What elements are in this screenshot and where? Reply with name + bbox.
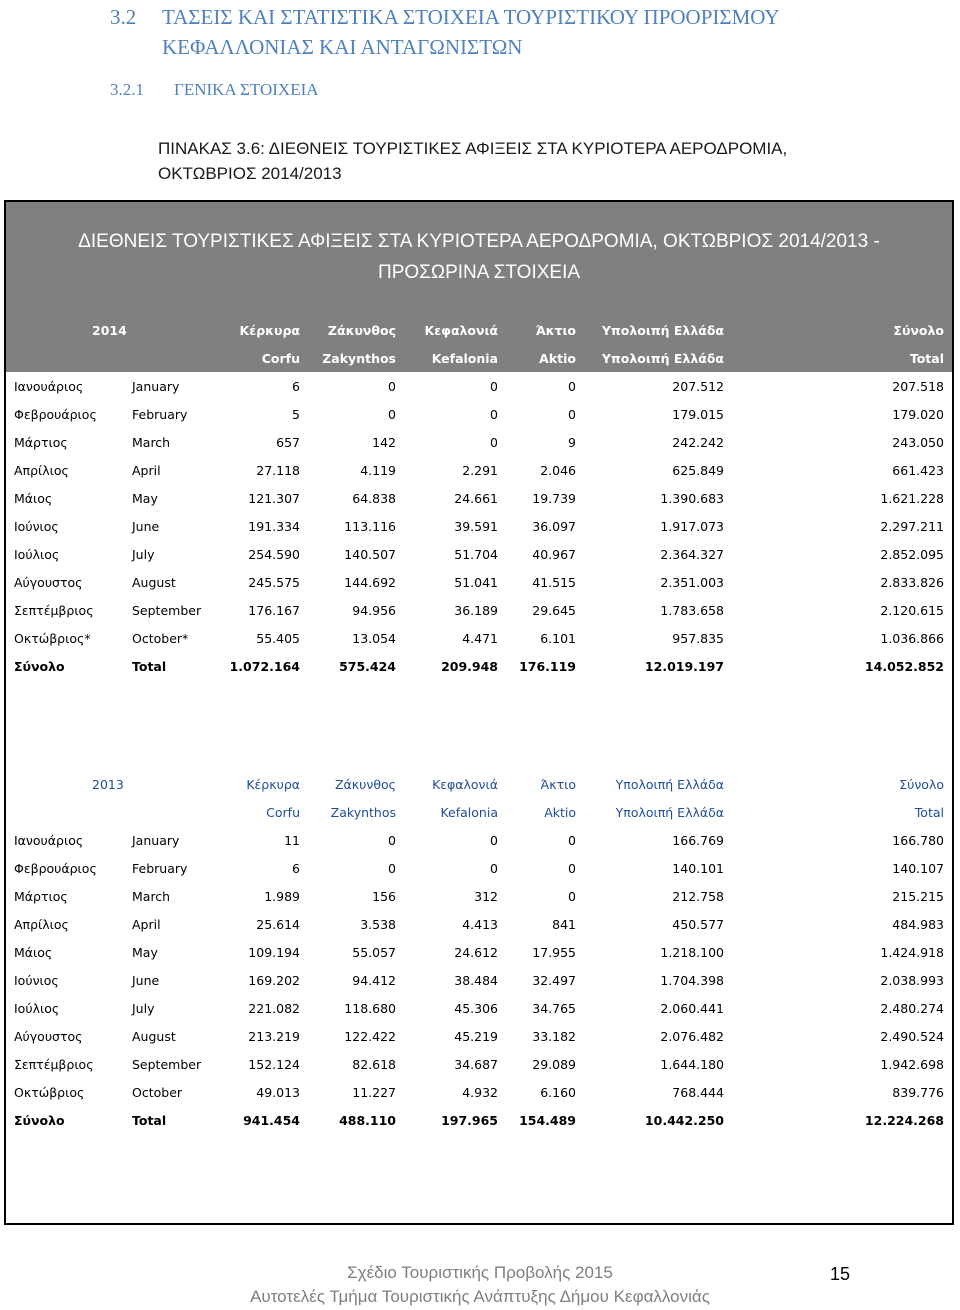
kefalonia-cell: 0 bbox=[490, 435, 498, 450]
year-label: 2014 bbox=[92, 323, 127, 338]
column-header: Total bbox=[909, 351, 944, 366]
table-2014 bbox=[6, 316, 952, 680]
month-gr: Ιούνιος bbox=[14, 519, 59, 534]
section-heading bbox=[110, 2, 890, 62]
month-en: January bbox=[132, 833, 180, 848]
rest-of-greece-cell: 2.364.327 bbox=[660, 547, 724, 562]
kefalonia-cell: 0 bbox=[490, 861, 498, 876]
table-row bbox=[6, 938, 952, 966]
table-row bbox=[6, 624, 952, 652]
table-row bbox=[6, 456, 952, 484]
kefalonia-cell: 24.612 bbox=[454, 945, 498, 960]
rest-of-greece-cell: 140.101 bbox=[672, 861, 724, 876]
aktio-cell: 0 bbox=[568, 889, 576, 904]
zakynthos-cell: 140.507 bbox=[344, 547, 396, 562]
table-frame bbox=[4, 200, 954, 1225]
table-body bbox=[6, 826, 952, 1106]
kefalonia-cell: 24.661 bbox=[454, 491, 498, 506]
month-en: April bbox=[132, 917, 161, 932]
month-en: April bbox=[132, 463, 161, 478]
month-en: August bbox=[132, 575, 176, 590]
month-en: June bbox=[132, 973, 160, 988]
zakynthos-cell: 488.110 bbox=[339, 1113, 396, 1128]
table-caption bbox=[158, 136, 878, 186]
corfu-cell: 221.082 bbox=[248, 1001, 300, 1016]
column-header: Σύνολο bbox=[893, 323, 944, 338]
rest-of-greece-cell: 166.769 bbox=[672, 833, 724, 848]
month-gr: Φεβρουάριος bbox=[14, 407, 97, 422]
month-gr: Οκτώβριος bbox=[14, 1085, 85, 1100]
column-header: Zakynthos bbox=[322, 351, 396, 366]
table-header-row-gr bbox=[6, 770, 952, 798]
corfu-cell: 109.194 bbox=[248, 945, 300, 960]
rest-of-greece-cell: 1.390.683 bbox=[660, 491, 724, 506]
zakynthos-cell: 575.424 bbox=[339, 659, 396, 674]
table-row bbox=[6, 854, 952, 882]
column-header: Corfu bbox=[266, 805, 300, 820]
month-gr: Ιούλιος bbox=[14, 547, 60, 562]
column-header: Υπολοιπή Ελλάδα bbox=[615, 805, 724, 820]
section-number: 3.2 bbox=[110, 5, 137, 29]
subsection-number: 3.2.1 bbox=[110, 80, 144, 99]
corfu-cell: 1.989 bbox=[264, 889, 300, 904]
zakynthos-cell: 82.618 bbox=[352, 1057, 396, 1072]
rest-of-greece-cell: 207.512 bbox=[672, 379, 724, 394]
aktio-cell: 0 bbox=[568, 861, 576, 876]
aktio-cell: 176.119 bbox=[519, 659, 576, 674]
month-en: September bbox=[132, 1057, 202, 1072]
table-row bbox=[6, 882, 952, 910]
column-header: Aktio bbox=[544, 805, 576, 820]
kefalonia-cell: 4.471 bbox=[462, 631, 498, 646]
aktio-cell: 6.101 bbox=[540, 631, 576, 646]
kefalonia-cell: 38.484 bbox=[454, 973, 498, 988]
table-row bbox=[6, 966, 952, 994]
month-gr: Ιούνιος bbox=[14, 973, 59, 988]
aktio-cell: 32.497 bbox=[532, 973, 576, 988]
aktio-cell: 34.765 bbox=[532, 1001, 576, 1016]
kefalonia-cell: 2.291 bbox=[462, 463, 498, 478]
table-row bbox=[6, 596, 952, 624]
zakynthos-cell: 13.054 bbox=[352, 631, 396, 646]
month-en: January bbox=[132, 379, 180, 394]
total-cell: 484.983 bbox=[892, 917, 944, 932]
total-cell: 14.052.852 bbox=[864, 659, 944, 674]
table-row bbox=[6, 1022, 952, 1050]
kefalonia-cell: 0 bbox=[490, 833, 498, 848]
rest-of-greece-cell: 1.704.398 bbox=[660, 973, 724, 988]
month-gr: Σεπτέμβριος bbox=[14, 603, 94, 618]
column-header: Κέρκυρα bbox=[246, 777, 300, 792]
corfu-cell: 213.219 bbox=[248, 1029, 300, 1044]
total-cell: 2.490.524 bbox=[880, 1029, 944, 1044]
rest-of-greece-cell: 179.015 bbox=[672, 407, 724, 422]
aktio-cell: 33.182 bbox=[532, 1029, 576, 1044]
column-header: Kefalonia bbox=[431, 351, 498, 366]
total-cell: 1.621.228 bbox=[880, 491, 944, 506]
zakynthos-cell: 4.119 bbox=[360, 463, 396, 478]
kefalonia-cell: 51.041 bbox=[454, 575, 498, 590]
corfu-cell: 152.124 bbox=[248, 1057, 300, 1072]
table-row bbox=[6, 372, 952, 400]
total-cell: 2.038.993 bbox=[880, 973, 944, 988]
zakynthos-cell: 0 bbox=[388, 407, 396, 422]
month-gr: Μάιος bbox=[14, 491, 53, 506]
zakynthos-cell: 94.956 bbox=[352, 603, 396, 618]
corfu-cell: 657 bbox=[276, 435, 300, 450]
month-gr: Μάιος bbox=[14, 945, 53, 960]
month-en: October bbox=[132, 1085, 183, 1100]
month-gr: Μάρτιος bbox=[14, 435, 68, 450]
total-cell: 2.120.615 bbox=[880, 603, 944, 618]
month-gr: Αύγουστος bbox=[14, 575, 83, 590]
kefalonia-cell: 45.306 bbox=[454, 1001, 498, 1016]
rest-of-greece-cell: 10.442.250 bbox=[644, 1113, 724, 1128]
rest-of-greece-cell: 12.019.197 bbox=[644, 659, 724, 674]
column-header: Ζάκυνθος bbox=[334, 777, 396, 792]
rest-of-greece-cell: 2.076.482 bbox=[660, 1029, 724, 1044]
aktio-cell: 0 bbox=[568, 379, 576, 394]
month-en: August bbox=[132, 1029, 176, 1044]
aktio-cell: 154.489 bbox=[519, 1113, 576, 1128]
zakynthos-cell: 118.680 bbox=[344, 1001, 396, 1016]
footer-department: Αυτοτελές Τμήμα Τουριστικής Ανάπτυξης Δήμου Κεφαλλονιάς bbox=[250, 1287, 710, 1306]
total-cell: 140.107 bbox=[892, 861, 944, 876]
corfu-cell: 121.307 bbox=[248, 491, 300, 506]
zakynthos-cell: 3.538 bbox=[360, 917, 396, 932]
month-gr: Μάρτιος bbox=[14, 889, 68, 904]
corfu-cell: 11 bbox=[284, 833, 300, 848]
rest-of-greece-cell: 1.917.073 bbox=[660, 519, 724, 534]
zakynthos-cell: 0 bbox=[388, 861, 396, 876]
month-en: May bbox=[132, 491, 158, 506]
kefalonia-cell: 36.189 bbox=[454, 603, 498, 618]
month-gr: Απρίλιος bbox=[14, 917, 69, 932]
banner-line2: ΠΡΟΣΩΡΙΝΑ ΣΤΟΙΧΕΙΑ bbox=[377, 262, 581, 283]
column-header: Κεφαλονιά bbox=[424, 323, 498, 338]
aktio-cell: 2.046 bbox=[540, 463, 576, 478]
corfu-cell: 55.405 bbox=[256, 631, 300, 646]
column-header: Total bbox=[914, 805, 944, 820]
section-title-line2: ΚΕΦΑΛΛΟΝΙΑΣ ΚΑΙ ΑΝΤΑΓΩΝΙΣΤΩΝ bbox=[162, 35, 523, 59]
column-header: Zakynthos bbox=[330, 805, 396, 820]
rest-of-greece-cell: 212.758 bbox=[672, 889, 724, 904]
corfu-cell: 27.118 bbox=[256, 463, 300, 478]
total-cell: 215.215 bbox=[892, 889, 944, 904]
kefalonia-cell: 51.704 bbox=[454, 547, 498, 562]
corfu-cell: 169.202 bbox=[248, 973, 300, 988]
zakynthos-cell: 122.422 bbox=[344, 1029, 396, 1044]
month-en: Total bbox=[132, 659, 167, 674]
month-en: May bbox=[132, 945, 158, 960]
rest-of-greece-cell: 2.351.003 bbox=[660, 575, 724, 590]
table-body bbox=[6, 372, 952, 652]
table-row bbox=[6, 1050, 952, 1078]
month-en: March bbox=[132, 889, 171, 904]
table-row bbox=[6, 568, 952, 596]
corfu-cell: 6 bbox=[292, 379, 300, 394]
zakynthos-cell: 113.116 bbox=[344, 519, 396, 534]
table-row bbox=[6, 400, 952, 428]
kefalonia-cell: 4.932 bbox=[462, 1085, 498, 1100]
zakynthos-cell: 144.692 bbox=[344, 575, 396, 590]
kefalonia-cell: 209.948 bbox=[441, 659, 498, 674]
rest-of-greece-cell: 957.835 bbox=[672, 631, 724, 646]
month-en: July bbox=[132, 1001, 155, 1016]
column-header: Σύνολο bbox=[899, 777, 944, 792]
rest-of-greece-cell: 1.644.180 bbox=[660, 1057, 724, 1072]
month-en: March bbox=[132, 435, 171, 450]
aktio-cell: 841 bbox=[552, 917, 576, 932]
aktio-cell: 0 bbox=[568, 407, 576, 422]
kefalonia-cell: 312 bbox=[474, 889, 498, 904]
kefalonia-cell: 0 bbox=[490, 407, 498, 422]
column-header: Aktio bbox=[539, 351, 576, 366]
rest-of-greece-cell: 450.577 bbox=[672, 917, 724, 932]
column-header: Άκτιο bbox=[540, 777, 576, 792]
month-en: July bbox=[132, 547, 155, 562]
zakynthos-cell: 94.412 bbox=[352, 973, 396, 988]
kefalonia-cell: 4.413 bbox=[462, 917, 498, 932]
total-cell: 1.942.698 bbox=[880, 1057, 944, 1072]
zakynthos-cell: 64.838 bbox=[352, 491, 396, 506]
table-row bbox=[6, 910, 952, 938]
month-gr: Ιανουάριος bbox=[14, 833, 84, 848]
caption-line1: ΠΙΝΑΚΑΣ 3.6: ΔΙΕΘΝΕΙΣ ΤΟΥΡΙΣΤΙΚΕΣ ΑΦΙΞΕΙΣ ΣΤΑ ΚΥΡΙΟΤΕΡΑ ΑΕΡΟΔΡΟΜΙΑ, bbox=[158, 139, 788, 158]
aktio-cell: 36.097 bbox=[532, 519, 576, 534]
corfu-cell: 5 bbox=[292, 407, 300, 422]
column-header: Κεφαλονιά bbox=[432, 777, 498, 792]
month-gr: Σύνολο bbox=[14, 1113, 65, 1128]
kefalonia-cell: 0 bbox=[490, 379, 498, 394]
year-label: 2013 bbox=[92, 777, 124, 792]
zakynthos-cell: 142 bbox=[372, 435, 396, 450]
corfu-cell: 25.614 bbox=[256, 917, 300, 932]
month-gr: Σύνολο bbox=[14, 659, 65, 674]
aktio-cell: 19.739 bbox=[532, 491, 576, 506]
subsection-title: ΓΕΝΙΚΑ ΣΤΟΙΧΕΙΑ bbox=[174, 80, 319, 99]
table-row bbox=[6, 994, 952, 1022]
month-gr: Φεβρουάριος bbox=[14, 861, 97, 876]
table-total-row bbox=[6, 1106, 952, 1134]
kefalonia-cell: 45.219 bbox=[454, 1029, 498, 1044]
corfu-cell: 245.575 bbox=[248, 575, 300, 590]
month-gr: Σεπτέμβριος bbox=[14, 1057, 94, 1072]
table-banner bbox=[6, 202, 952, 316]
total-cell: 2.833.826 bbox=[880, 575, 944, 590]
corfu-cell: 941.454 bbox=[243, 1113, 300, 1128]
total-cell: 661.423 bbox=[892, 463, 944, 478]
aktio-cell: 9 bbox=[568, 435, 576, 450]
month-en: October* bbox=[132, 631, 189, 646]
column-header: Κέρκυρα bbox=[239, 323, 300, 338]
table-row bbox=[6, 512, 952, 540]
column-header: Υπολοιπή Ελλάδα bbox=[615, 777, 724, 792]
page-number: 15 bbox=[830, 1264, 851, 1284]
corfu-cell: 254.590 bbox=[248, 547, 300, 562]
kefalonia-cell: 34.687 bbox=[454, 1057, 498, 1072]
caption-line2: ΟΚΤΩΒΡΙΟΣ 2014/2013 bbox=[158, 164, 342, 183]
aktio-cell: 41.515 bbox=[532, 575, 576, 590]
column-header: Corfu bbox=[261, 351, 300, 366]
column-header: Kefalonia bbox=[440, 805, 498, 820]
zakynthos-cell: 0 bbox=[388, 379, 396, 394]
corfu-cell: 1.072.164 bbox=[229, 659, 300, 674]
column-header: Άκτιο bbox=[535, 323, 576, 338]
month-gr: Οκτώβριος* bbox=[14, 631, 91, 646]
column-header: Υπολοιπή Ελλάδα bbox=[601, 323, 724, 338]
total-cell: 2.297.211 bbox=[880, 519, 944, 534]
zakynthos-cell: 55.057 bbox=[352, 945, 396, 960]
aktio-cell: 0 bbox=[568, 833, 576, 848]
table-row bbox=[6, 484, 952, 512]
zakynthos-cell: 156 bbox=[372, 889, 396, 904]
total-cell: 839.776 bbox=[892, 1085, 944, 1100]
total-cell: 179.020 bbox=[892, 407, 944, 422]
subsection-heading bbox=[110, 78, 319, 102]
table-row bbox=[6, 1078, 952, 1106]
table-2013 bbox=[6, 770, 952, 1134]
aktio-cell: 6.160 bbox=[540, 1085, 576, 1100]
month-en: September bbox=[132, 603, 202, 618]
total-cell: 12.224.268 bbox=[864, 1113, 944, 1128]
table-row bbox=[6, 826, 952, 854]
total-cell: 166.780 bbox=[892, 833, 944, 848]
total-cell: 2.480.274 bbox=[880, 1001, 944, 1016]
banner-line1: ΔΙΕΘΝΕΙΣ ΤΟΥΡΙΣΤΙΚΕΣ ΑΦΙΞΕΙΣ ΣΤΑ ΚΥΡΙΟΤΕΡΑ ΑΕΡΟΔΡΟΜΙΑ, ΟΚΤΩΒΡΙΟΣ 2014/2013 - bbox=[78, 231, 880, 252]
aktio-cell: 40.967 bbox=[532, 547, 576, 562]
rest-of-greece-cell: 1.218.100 bbox=[660, 945, 724, 960]
zakynthos-cell: 11.227 bbox=[352, 1085, 396, 1100]
table-header-row-gr bbox=[6, 316, 952, 344]
corfu-cell: 176.167 bbox=[248, 603, 300, 618]
table-header-row-en bbox=[6, 344, 952, 372]
month-gr: Απρίλιος bbox=[14, 463, 69, 478]
column-header: Υπολοιπή Ελλάδα bbox=[601, 351, 724, 366]
table-row bbox=[6, 540, 952, 568]
table-row bbox=[6, 428, 952, 456]
corfu-cell: 49.013 bbox=[256, 1085, 300, 1100]
rest-of-greece-cell: 768.444 bbox=[672, 1085, 724, 1100]
total-cell: 1.424.918 bbox=[880, 945, 944, 960]
total-cell: 1.036.866 bbox=[880, 631, 944, 646]
month-gr: Ιούλιος bbox=[14, 1001, 60, 1016]
table-total-row bbox=[6, 652, 952, 680]
rest-of-greece-cell: 2.060.441 bbox=[660, 1001, 724, 1016]
aktio-cell: 17.955 bbox=[532, 945, 576, 960]
column-header: Ζάκυνθος bbox=[327, 323, 396, 338]
month-gr: Ιανουάριος bbox=[14, 379, 84, 394]
kefalonia-cell: 197.965 bbox=[441, 1113, 498, 1128]
zakynthos-cell: 0 bbox=[388, 833, 396, 848]
table-header-row-en bbox=[6, 798, 952, 826]
total-cell: 207.518 bbox=[892, 379, 944, 394]
corfu-cell: 191.334 bbox=[248, 519, 300, 534]
total-cell: 243.050 bbox=[892, 435, 944, 450]
month-en: Total bbox=[132, 1113, 167, 1128]
rest-of-greece-cell: 625.849 bbox=[672, 463, 724, 478]
month-en: June bbox=[132, 519, 160, 534]
month-gr: Αύγουστος bbox=[14, 1029, 83, 1044]
section-title-line1: ΤΑΣΕΙΣ ΚΑΙ ΣΤΑΤΙΣΤΙΚΑ ΣΤΟΙΧΕΙΑ ΤΟΥΡΙΣΤΙΚΟΥ ΠΡΟΟΡΙΣΜΟΥ bbox=[162, 5, 780, 29]
corfu-cell: 6 bbox=[292, 861, 300, 876]
total-cell: 2.852.095 bbox=[880, 547, 944, 562]
month-en: February bbox=[132, 861, 188, 876]
month-en: February bbox=[132, 407, 188, 422]
rest-of-greece-cell: 242.242 bbox=[672, 435, 724, 450]
aktio-cell: 29.645 bbox=[532, 603, 576, 618]
footer-title: Σχέδιο Τουριστικής Προβολής 2015 bbox=[347, 1263, 613, 1282]
aktio-cell: 29.089 bbox=[532, 1057, 576, 1072]
kefalonia-cell: 39.591 bbox=[454, 519, 498, 534]
rest-of-greece-cell: 1.783.658 bbox=[660, 603, 724, 618]
